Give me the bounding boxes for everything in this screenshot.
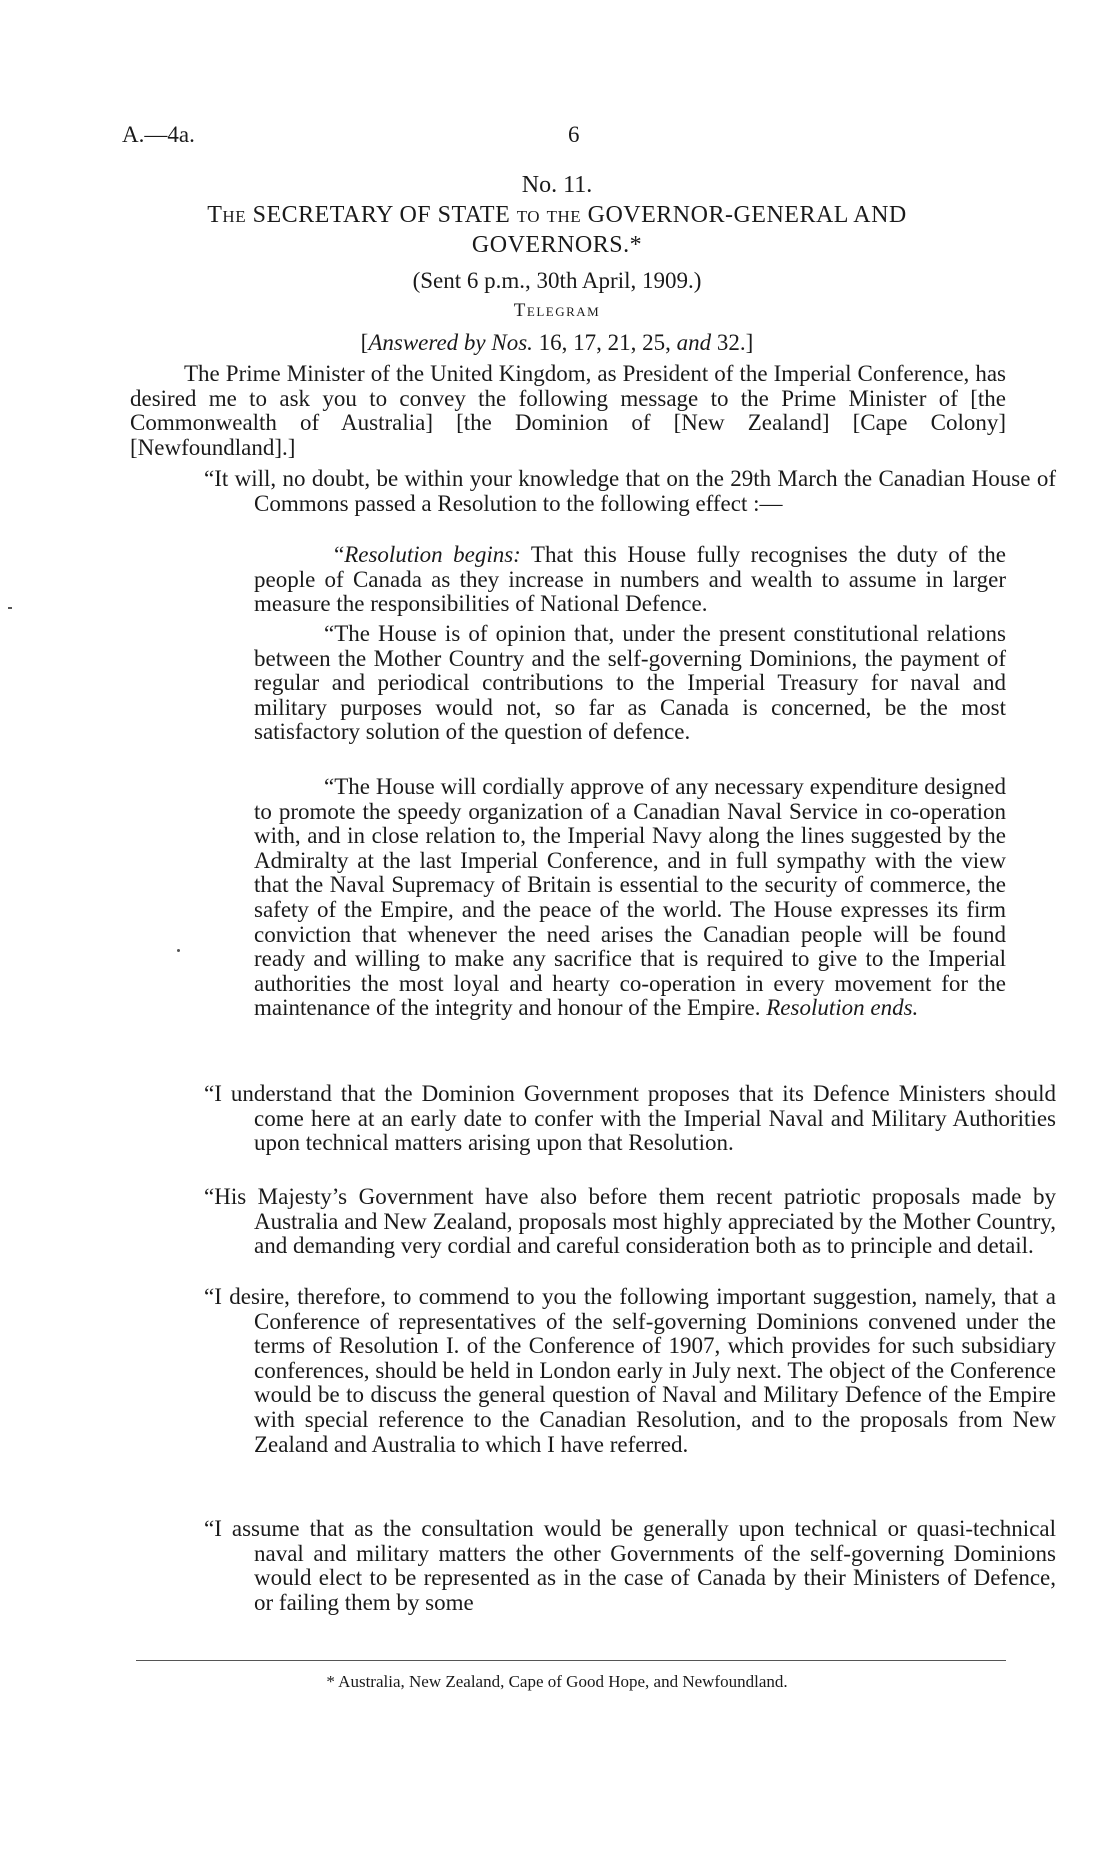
paragraph-consultation: “I assume that as the consultation would be generally upon technical or quasi-technical naval and military matters the other Governments of the self-governing Dominions would elect to be represented as in the case of Canada by their Ministers of Defence, or failing them by some	[204, 1516, 1056, 1615]
page-number: 6	[568, 122, 580, 147]
paragraph-knowledge: “It will, no doubt, be within your knowledge that on the 29th March the Canadian House of Commons passed a Resolution to the following effect :—	[204, 466, 1056, 516]
document-title	[0, 202, 1114, 229]
answered-by	[0, 330, 1114, 356]
document-title-line2: GOVERNORS.*	[471, 232, 643, 258]
answered-italic: Answered by Nos.	[368, 330, 533, 355]
paragraph-house-opinion: “The House is of opinion that, under the present constitutional relations between the Mother Country and the self-governing Dominions, the payment of regular and periodical contributions to the Imperial Treasury for naval and military purposes would not, so far as Canada is concerned, be the most satisfactory solution of the question of defence.	[254, 621, 1006, 745]
resolution-quote: “	[334, 542, 345, 567]
telegram-label: Telegram	[513, 300, 601, 321]
resolution-text: That this House fully recognises the duty of the people of Canada as they increase in numbers and wealth to assume in larger measure the responsibilities of National Defence.	[254, 542, 1006, 617]
footnote: * Australia, New Zealand, Cape of Good Hope, and Newfoundland.	[326, 1672, 788, 1691]
resolution-ends-label: Resolution ends.	[766, 995, 919, 1021]
house-approve-text: “The House will cordially approve of any necessary expenditure designed to promote the speedy organization of a Canadian Naval Service in co-operation with, and in close relation to, the Imperial Navy along the lines suggested by the Admiralty at the last Imperial Conference, and in full sympathy with the view that the Naval Supremacy of Britain is essential to the security of commerce, the safety of the Empire, and the peace of the world. The House expresses its firm conviction that whenever the need arises the Canadian people will be found ready and willing to make any sacrifice that is required to give to the Imperial authorities the most loyal and hearty co-operation in every movement for the maintenance of the integrity and honour of the Empire.	[254, 774, 1006, 1021]
answered-numbers: 16, 17, 21, 25,	[532, 330, 677, 355]
paragraph-resolution-begins	[254, 543, 1006, 617]
paragraph-suggestion: “I desire, therefore, to commend to you the following important suggestion, namely, that a Conference of representatives of the self-governing Dominions convened under the terms of Resolution I. of the Conference of 1907, which provides for such subsidiary conferences, should be held in London early in July next. The object of the Conference would be to discuss the general question of Naval and Military Defence of the Empire with special reference to the Canadian Resolution, and to the proposals from New Zealand and Australia to which I have referred.	[204, 1284, 1056, 1457]
title-the: The	[207, 202, 247, 228]
paragraph-house-approve	[254, 775, 1006, 1021]
title-to-the: to the	[516, 202, 582, 228]
answered-open: [	[360, 330, 369, 355]
answered-close: 32.]	[711, 330, 754, 355]
margin-mark	[8, 607, 12, 609]
resolution-begins-label: Resolution begins:	[344, 542, 521, 567]
sent-date: (Sent 6 p.m., 30th April, 1909.)	[412, 268, 702, 293]
footnote-rule	[136, 1660, 1006, 1661]
document-number: No. 11.	[521, 172, 593, 198]
title-secretary: SECRETARY OF STATE	[252, 202, 511, 228]
margin-dot	[177, 949, 180, 952]
paragraph-majesty-government: “His Majesty’s Government have also before them recent patriotic proposals made by Australia and New Zealand, proposals most highly appreciated by the Mother Country, and demanding very cordial and careful consideration both as to principle and detail.	[204, 1184, 1056, 1259]
answered-and: and	[676, 330, 712, 355]
title-governor: GOVERNOR-GENERAL AND	[587, 202, 907, 228]
paragraph-intro: The Prime Minister of the United Kingdom, as President of the Imperial Conference, has desired me to ask you to convey the following message to the Prime Minister of [the Commonwealth of Australia] [the Dominion of [New Zealand] [Cape Colony] [Newfoundland].]	[130, 361, 1006, 460]
page-reference: A.—4a.	[122, 122, 195, 147]
paragraph-defence-ministers: “I understand that the Dominion Government proposes that its Defence Ministers should come here at an early date to confer with the Imperial Naval and Military Authorities upon technical matters arising upon that Resolution.	[204, 1081, 1056, 1156]
